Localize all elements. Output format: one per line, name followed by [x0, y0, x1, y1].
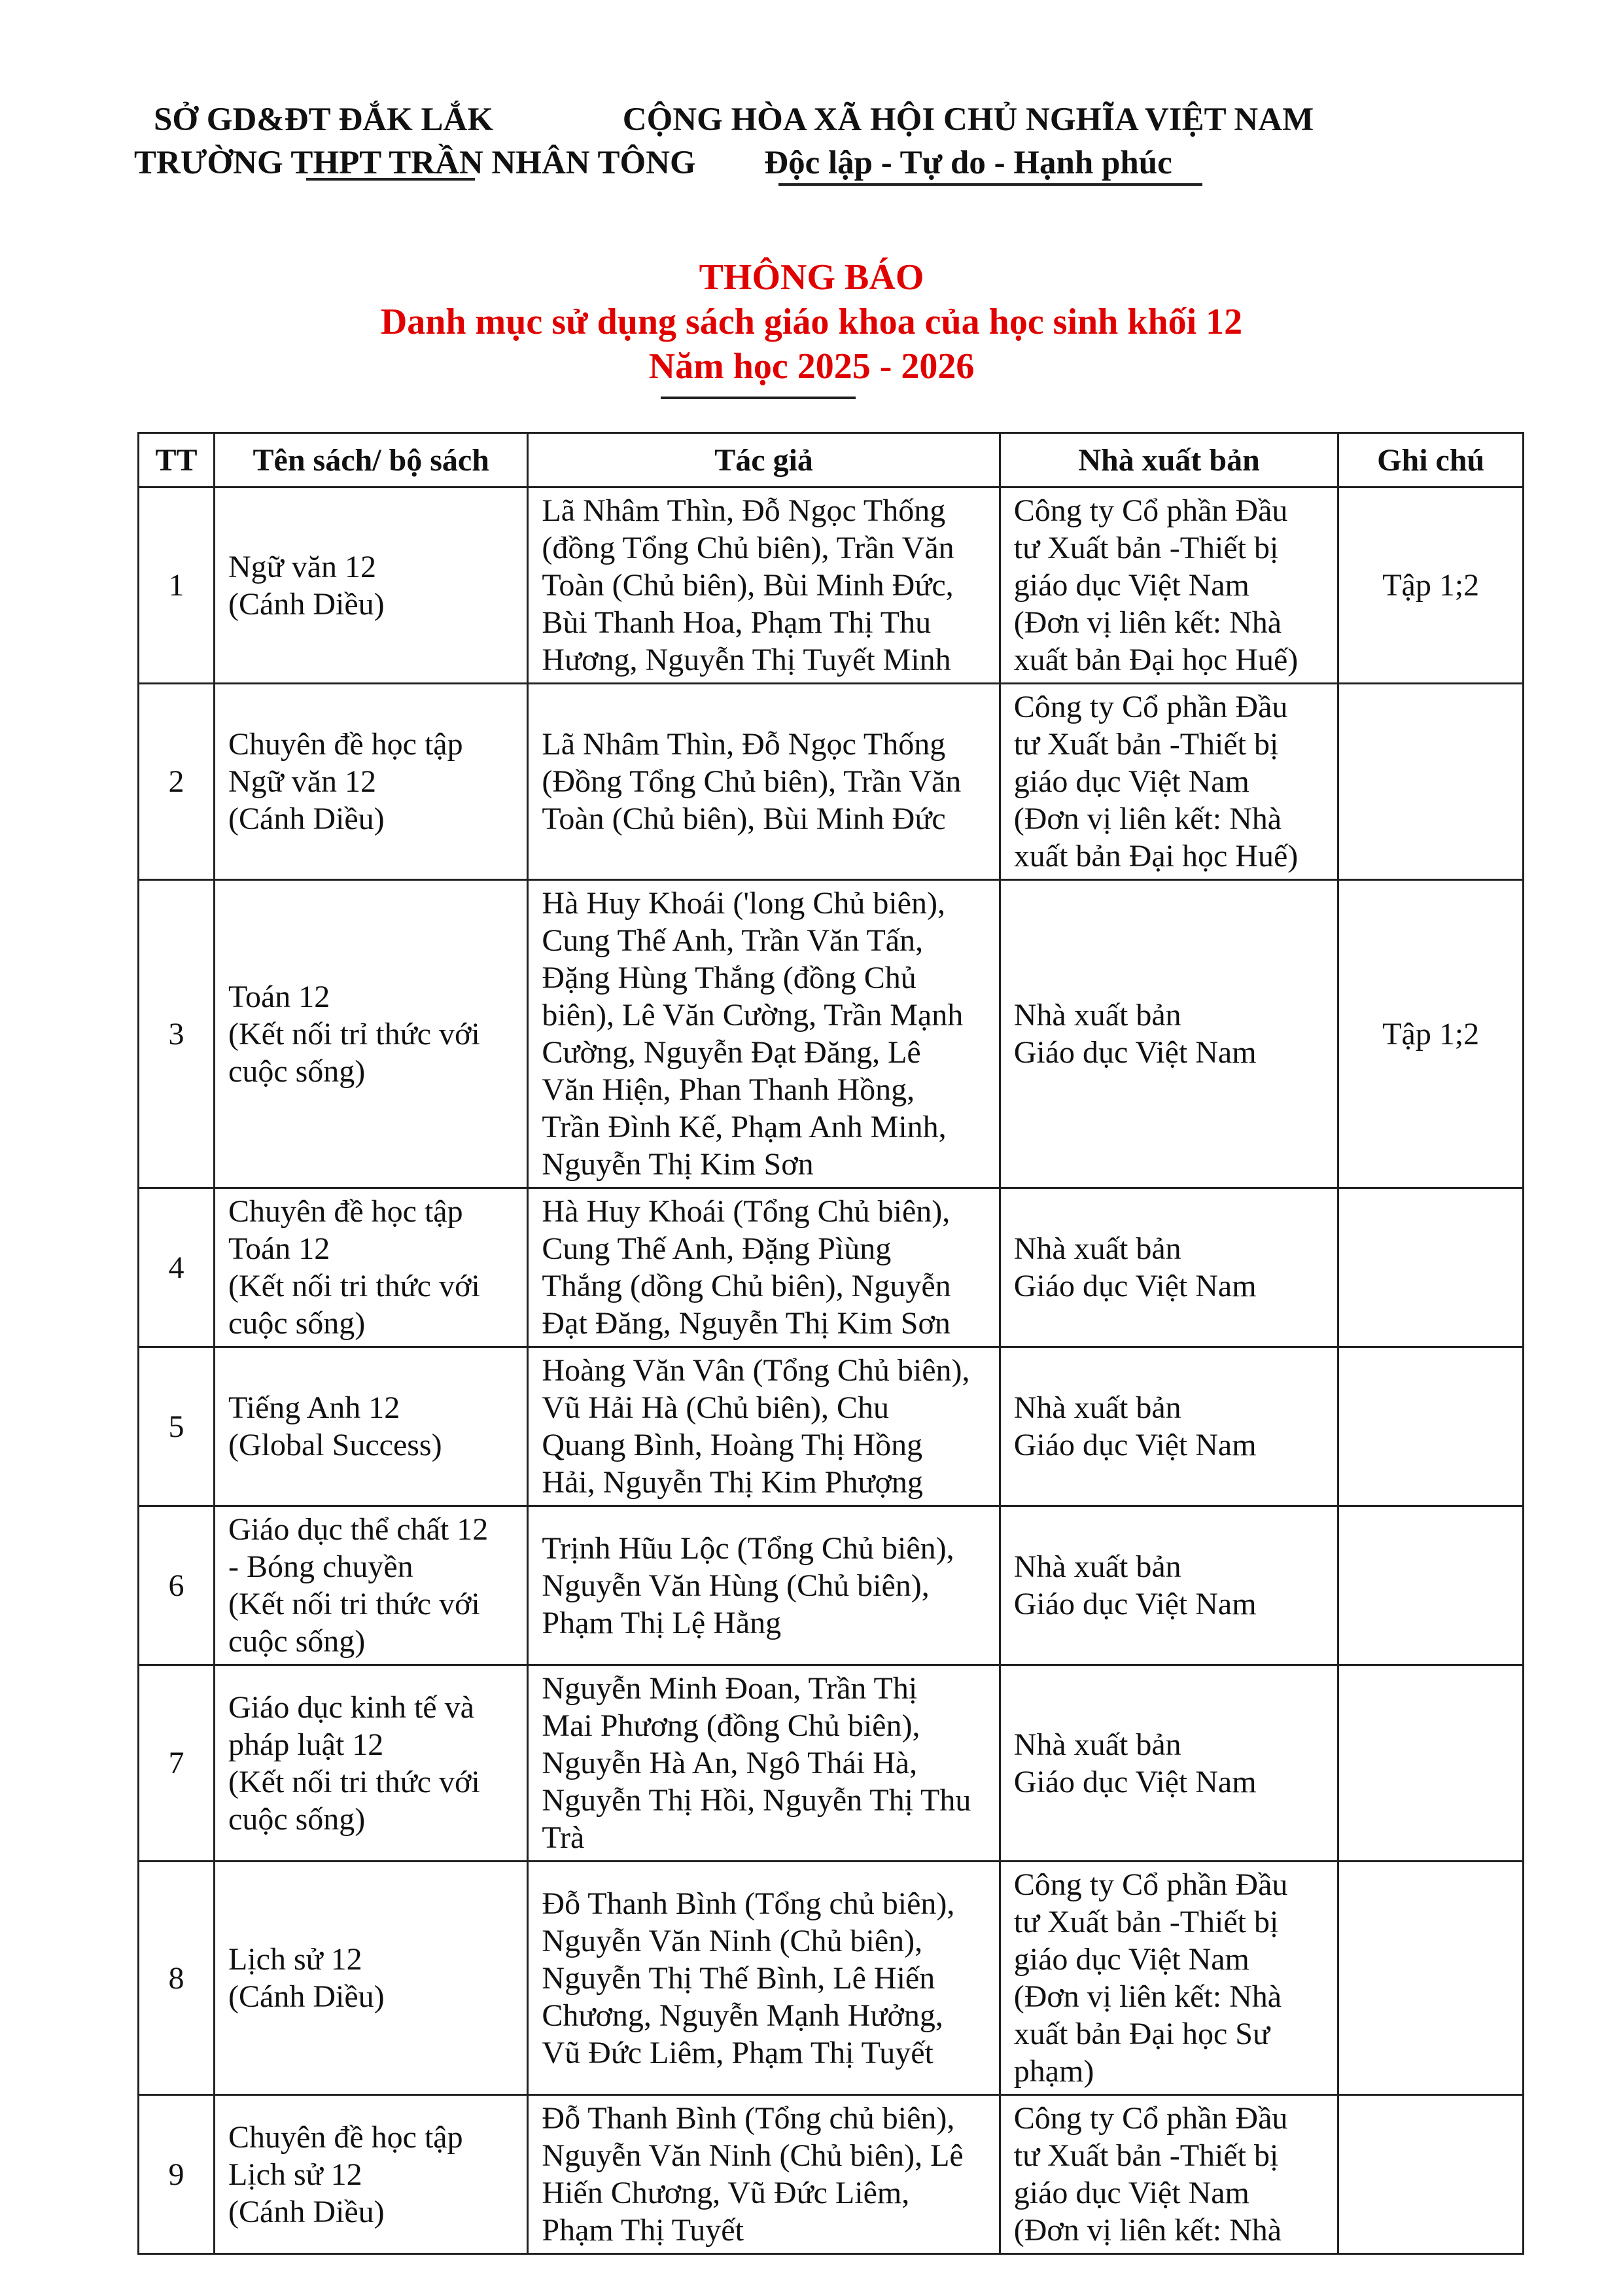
authors: Nguyễn Minh Đoan, Trần Thị Mai Phương (đồng Chủ biên), Nguyễn Hà An, Ngô Thái Hà, Nguyễn Thị Hồi, Nguyễn Thị Thu Trà	[528, 1665, 1000, 1862]
table-row	[139, 1506, 1524, 1665]
table-row	[139, 880, 1524, 1188]
title-line-2: Danh mục sử dụng sách giáo khoa của học sinh khối 12	[380, 302, 1243, 342]
table-row	[139, 1347, 1524, 1506]
publisher: Nhà xuất bản Giáo dục Việt Nam	[1000, 1188, 1338, 1347]
authors: Hoàng Văn Vân (Tổng Chủ biên), Vũ Hải Hà (Chủ biên), Chu Quang Bình, Hoàng Thị Hồng Hải, Nguyễn Thị Kim Phượng	[528, 1347, 1000, 1506]
note	[1338, 1665, 1524, 1862]
publisher: Nhà xuất bản Giáo dục Việt Nam	[1000, 1665, 1338, 1862]
book-title: Chuyên đề học tập Lịch sử 12 (Cánh Diều)	[215, 2095, 528, 2254]
announcement-title	[0, 255, 1623, 389]
publisher: Nhà xuất bản Giáo dục Việt Nam	[1000, 1506, 1338, 1665]
national-header	[599, 98, 1338, 185]
publisher: Nhà xuất bản Giáo dục Việt Nam	[1000, 880, 1338, 1188]
table-row	[139, 1188, 1524, 1347]
book-title: Chuyên đề học tập Toán 12 (Kết nối tri thức với cuộc sống)	[215, 1188, 528, 1347]
publisher: Nhà xuất bản Giáo dục Việt Nam	[1000, 1347, 1338, 1506]
authors: Đỗ Thanh Bình (Tổng chủ biên), Nguyễn Văn Ninh (Chủ biên), Lê Hiến Chương, Vũ Đức Liêm, Phạm Thị Tuyết	[528, 2095, 1000, 2254]
authors: Trịnh Hũu Lộc (Tổng Chủ biên), Nguyễn Văn Hùng (Chủ biên), Phạm Thị Lệ Hằng	[528, 1506, 1000, 1665]
row-number: 8	[139, 1862, 215, 2095]
book-title: Chuyên đề học tập Ngữ văn 12 (Cánh Diều)	[215, 684, 528, 880]
book-title: Toán 12 (Kết nối trỉ thức với cuộc sống)	[215, 880, 528, 1188]
authors: Hà Huy Khoái ('long Chủ biên), Cung Thế Anh, Trần Văn Tấn, Đặng Hùng Thắng (đồng Chủ biên), Lê Văn Cường, Trần Mạnh Cường, Nguyễn Đạt Đăng, Lê Văn Hiện, Phan Thanh Hồng, Trần Đình Kế, Phạm Anh Minh, Nguyễn Thị Kim Sơn	[528, 880, 1000, 1188]
note	[1338, 2095, 1524, 2254]
school-name-underline	[306, 178, 475, 181]
table-row	[139, 684, 1524, 880]
authors: Hà Huy Khoái (Tổng Chủ biên), Cung Thế Anh, Đặng Pìùng Thắng (dồng Chủ biên), Nguyễn Đạt Đăng, Nguyễn Thị Kim Sơn	[528, 1188, 1000, 1347]
row-number: 7	[139, 1665, 215, 1862]
title-line-1: THÔNG BÁO	[699, 257, 924, 298]
row-number: 3	[139, 880, 215, 1188]
note: Tập 1;2	[1338, 880, 1524, 1188]
note	[1338, 1188, 1524, 1347]
table-header-row	[139, 433, 1524, 487]
table-row	[139, 2095, 1524, 2254]
book-title: Giáo dục kinh tế và pháp luật 12 (Kết nối tri thức với cuộc sống)	[215, 1665, 528, 1862]
book-title: Ngữ văn 12 (Cánh Diều)	[215, 487, 528, 684]
note	[1338, 684, 1524, 880]
national-motto: Độc lập - Tự do - Hạnh phúc	[764, 145, 1172, 181]
row-number: 1	[139, 487, 215, 684]
authors: Lã Nhâm Thìn, Đỗ Ngọc Thống (Đồng Tổng Chủ biên), Trần Văn Toàn (Chủ biên), Bùi Minh Đức	[528, 684, 1000, 880]
header-publisher: Nhà xuất bản	[1000, 433, 1338, 487]
note	[1338, 1506, 1524, 1665]
authors: Lã Nhâm Thìn, Đỗ Ngọc Thống (đồng Tổng Chủ biên), Trần Văn Toàn (Chủ biên), Bùi Minh Đức, Bùi Thanh Hoa, Phạm Thị Thu Hương, Nguyễn Thị Tuyết Minh	[528, 487, 1000, 684]
publisher: Công ty Cổ phần Đầu tư Xuất bản -Thiết bị giáo dục Việt Nam (Đơn vị liên kết: Nhà xuất bản Đại học Huế)	[1000, 487, 1338, 684]
department-name: SỞ GD&ĐT ĐẮK LẮK	[154, 101, 494, 138]
textbook-table	[137, 432, 1524, 2255]
row-number: 5	[139, 1347, 215, 1506]
book-title: Lịch sử 12 (Cánh Diều)	[215, 1862, 528, 2095]
table-row	[139, 1665, 1524, 1862]
header-authors: Tác giả	[528, 433, 1000, 487]
title-line-3: Năm học 2025 - 2026	[648, 346, 975, 387]
publisher: Công ty Cổ phần Đầu tư Xuất bản -Thiết bị giáo dục Việt Nam (Đơn vị liên kết: Nhà	[1000, 2095, 1338, 2254]
publisher: Công ty Cổ phần Đầu tư Xuất bản -Thiết bị giáo dục Việt Nam (Đơn vị liên kết: Nhà xuất bản Đại học Sư phạm)	[1000, 1862, 1338, 2095]
book-title: Tiếng Anh 12 (Global Success)	[215, 1347, 528, 1506]
school-name: TRƯỜNG THPT TRẦN NHÂN TÔNG	[134, 145, 696, 181]
motto-underline	[778, 183, 1202, 186]
row-number: 6	[139, 1506, 215, 1665]
header-tt: TT	[139, 433, 215, 487]
table-row	[139, 1862, 1524, 2095]
note	[1338, 1862, 1524, 2095]
book-title: Giáo dục thể chất 12 - Bóng chuyền (Kết nối tri thức với cuộc sống)	[215, 1506, 528, 1665]
row-number: 2	[139, 684, 215, 880]
title-underline	[661, 397, 856, 399]
authors: Đỗ Thanh Bình (Tổng chủ biên), Nguyễn Văn Ninh (Chủ biên), Nguyễn Thị Thế Bình, Lê Hiến Chương, Nguyễn Mạnh Hưởng, Vũ Đức Liêm, Phạm Thị Tuyết	[528, 1862, 1000, 2095]
header-note: Ghi chú	[1338, 433, 1524, 487]
header-book: Tên sách/ bộ sách	[215, 433, 528, 487]
publisher: Công ty Cổ phần Đầu tư Xuất bản -Thiết bị giáo dục Việt Nam (Đơn vị liên kết: Nhà xuất bản Đại học Huế)	[1000, 684, 1338, 880]
row-number: 4	[139, 1188, 215, 1347]
national-title: CỘNG HÒA XÃ HỘI CHỦ NGHĨA VIỆT NAM	[622, 101, 1314, 138]
note: Tập 1;2	[1338, 487, 1524, 684]
note	[1338, 1347, 1524, 1506]
table-row	[139, 487, 1524, 684]
row-number: 9	[139, 2095, 215, 2254]
